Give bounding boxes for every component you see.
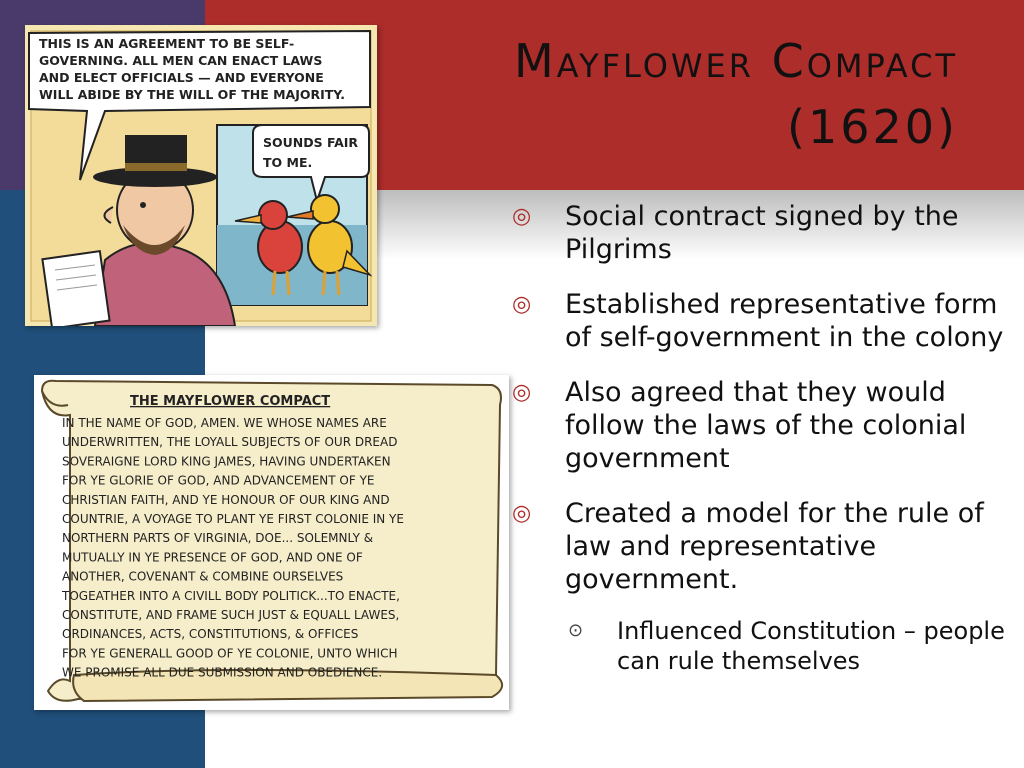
bullet-item: [512, 497, 1007, 596]
sub-bullet-dot-icon: ⊙: [568, 620, 584, 641]
compact-text-line: COUNTRIE, A VOYAGE TO PLANT YE FIRST COLONIE IN YE: [62, 512, 404, 526]
compact-text-line: ANOTHER, COVENANT & COMBINE OURSELVES: [62, 569, 344, 584]
compact-scroll: [34, 375, 509, 710]
bullet-list: [512, 200, 1007, 676]
sub-bullet-text: Influenced Constitution – people can rule themselves: [617, 617, 1005, 675]
bullet-circle-icon: ◎: [512, 380, 532, 405]
speech-main-line-4: WILL ABIDE BY THE WILL OF THE MAJORITY.: [39, 87, 346, 102]
sub-bullet-item: [568, 616, 1007, 676]
slide-title-line2: (1620): [787, 100, 958, 154]
compact-text-line: CONSTITUTE, AND FRAME SUCH JUST & EQUALL LAWES,: [62, 608, 400, 622]
compact-text-line: SOVERAIGNE LORD KING JAMES, HAVING UNDERTAKEN: [62, 454, 391, 469]
pilgrim-cartoon: [25, 25, 377, 326]
compact-text-line: IN THE NAME OF GOD, AMEN. WE WHOSE NAMES ARE: [62, 416, 387, 430]
compact-text-line: WE PROMISE ALL DUE SUBMISSION AND OBEDIENCE.: [62, 665, 383, 680]
compact-scroll-panel: [34, 375, 509, 710]
bullet-text: Social contract signed by the Pilgrims: [565, 201, 959, 265]
slide-title-line1: Mayflower Compact: [513, 34, 958, 88]
bullet-circle-icon: ◎: [512, 501, 532, 526]
compact-text-line: MUTUALLY IN YE PRESENCE OF GOD, AND ONE OF: [62, 550, 363, 565]
bullet-text: Also agreed that they would follow the laws of the colonial government: [565, 377, 967, 474]
speech-main-line-3: AND ELECT OFFICIALS — AND EVERYONE: [39, 70, 324, 85]
bullet-item: [512, 376, 1007, 475]
compact-heading: THE MAYFLOWER COMPACT: [130, 394, 331, 409]
compact-text-line: UNDERWRITTEN, THE LOYALL SUBJECTS OF OUR DREAD: [62, 435, 398, 450]
pilgrim-cartoon-illustration: [25, 25, 377, 326]
speech-birds-line-1: SOUNDS FAIR: [263, 135, 359, 150]
speech-main-line-1: THIS IS AN AGREEMENT TO BE SELF-: [39, 36, 295, 51]
bullet-text: Established representative form of self-government in the colony: [565, 289, 1004, 353]
speech-main-line-2: GOVERNING. ALL MEN CAN ENACT LAWS: [39, 53, 323, 68]
bullet-item: [512, 288, 1007, 354]
compact-text-line: TOGEATHER INTO A CIVILL BODY POLITICK...TO ENACTE,: [62, 588, 400, 603]
speech-birds-line-2: TO ME.: [263, 155, 313, 170]
bullet-text: Created a model for the rule of law and representative government.: [565, 498, 984, 595]
compact-text-line: CHRISTIAN FAITH, AND YE HONOUR OF OUR KING AND: [62, 492, 390, 507]
compact-text-line: FOR YE GENERALL GOOD OF YE COLONIE, UNTO WHICH: [62, 646, 398, 661]
bullet-item: [512, 200, 1007, 266]
bullet-circle-icon: ◎: [512, 292, 532, 317]
compact-text-line: ORDINANCES, ACTS, CONSTITUTIONS, & OFFICES: [62, 627, 359, 642]
compact-text-line: FOR YE GLORIE OF GOD, AND ADVANCEMENT OF YE: [62, 473, 375, 488]
slide-title: [514, 28, 958, 160]
compact-text-line: NORTHERN PARTS OF VIRGINIA, DOE... SOLEMNLY &: [62, 531, 374, 546]
bullet-circle-icon: ◎: [512, 204, 532, 229]
